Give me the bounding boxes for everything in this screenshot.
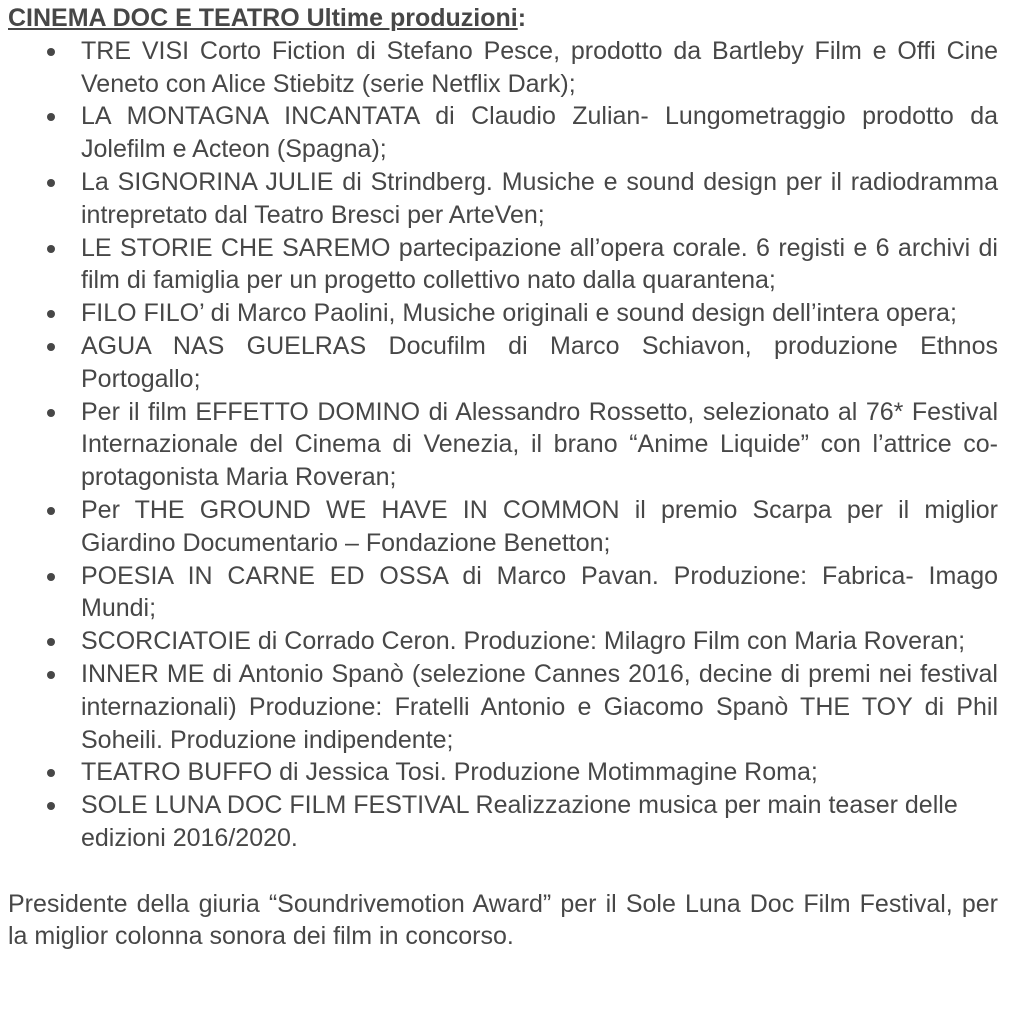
list-item	[8, 35, 998, 101]
list-item	[8, 560, 998, 626]
list-item	[8, 100, 998, 166]
section-heading-suffix: :	[517, 4, 527, 32]
list-item-text: TRE VISI Corto Fiction di Stefano Pesce, prodotto da Bartleby Film e Offi Cine Veneto con Alice Stiebitz (serie Netflix Dark);	[81, 36, 998, 98]
list-item	[8, 625, 998, 658]
list-item	[8, 330, 998, 396]
list-item-text: SCORCIATOIE di Corrado Ceron. Produzione: Milagro Film con Maria Roveran;	[81, 627, 966, 656]
bullet-icon	[47, 48, 55, 56]
list-item	[8, 297, 998, 330]
bullet-icon	[47, 179, 55, 187]
bullet-icon	[47, 769, 55, 777]
bullet-icon	[47, 343, 55, 351]
section-heading	[8, 2, 998, 35]
list-item-text: TEATRO BUFFO di Jessica Tosi. Produzione Motimmagine Roma;	[81, 758, 818, 787]
bullet-icon	[47, 245, 55, 253]
bullet-icon	[47, 671, 55, 679]
list-item-text: INNER ME di Antonio Spanò (selezione Cannes 2016, decine di premi nei festival internazionali) Produzione: Fratelli Antonio e Giacomo Spanò THE TOY di Phil Soheili. Produzione indipendente;	[81, 659, 998, 754]
list-item	[8, 658, 998, 756]
list-item-text: Per THE GROUND WE HAVE IN COMMON il premio Scarpa per il miglior Giardino Documentario – Fondazione Benetton;	[81, 495, 998, 557]
closing-paragraph: Presidente della giuria “Soundrivemotion Award” per il Sole Luna Doc Film Festival, per la miglior colonna sonora dei film in concorso.	[8, 889, 998, 951]
list-item	[8, 494, 998, 560]
bullet-icon	[47, 802, 55, 810]
section-heading-title: CINEMA DOC E TEATRO Ultime produzioni	[8, 4, 518, 32]
document-page	[8, 2, 998, 953]
list-item	[8, 232, 998, 298]
list-item-text: Per il film EFFETTO DOMINO di Alessandro Rossetto, selezionato al 76* Festival Internazionale del Cinema di Venezia, il brano “Anime Liquide” con l’attrice co- protagonista Maria Roveran;	[81, 397, 998, 492]
bullet-icon	[47, 409, 55, 417]
list-item-text: LE STORIE CHE SAREMO partecipazione all’opera corale. 6 registi e 6 archivi di film di famiglia per un progetto collettivo nato dalla quarantena;	[81, 233, 998, 295]
productions-list	[8, 35, 998, 855]
bullet-icon	[47, 507, 55, 515]
list-item-text: LA MONTAGNA INCANTATA di Claudio Zulian- Lungometraggio prodotto da Jolefilm e Acteon (Spagna);	[81, 102, 998, 164]
list-item-text: POESIA IN CARNE ED OSSA di Marco Pavan. Produzione: Fabrica- Imago Mundi;	[81, 561, 998, 623]
list-item-text: AGUA NAS GUELRAS Docufilm di Marco Schiavon, produzione Ethnos Portogallo;	[81, 331, 998, 393]
bullet-icon	[47, 638, 55, 646]
bullet-icon	[47, 113, 55, 121]
bullet-icon	[47, 310, 55, 318]
list-item-text: SOLE LUNA DOC FILM FESTIVAL Realizzazione musica per main teaser delle edizioni 2016/2020.	[81, 791, 958, 852]
list-item	[8, 166, 998, 232]
list-item	[8, 789, 998, 855]
list-item-text: FILO FILO’ di Marco Paolini, Musiche originali e sound design dell’intera opera;	[81, 299, 957, 328]
list-item	[8, 396, 998, 494]
list-item-text: La SIGNORINA JULIE di Strindberg. Musiche e sound design per il radiodramma intrepretato dal Teatro Bresci per ArteVen;	[81, 167, 998, 229]
bullet-icon	[47, 573, 55, 581]
list-item	[8, 756, 998, 789]
